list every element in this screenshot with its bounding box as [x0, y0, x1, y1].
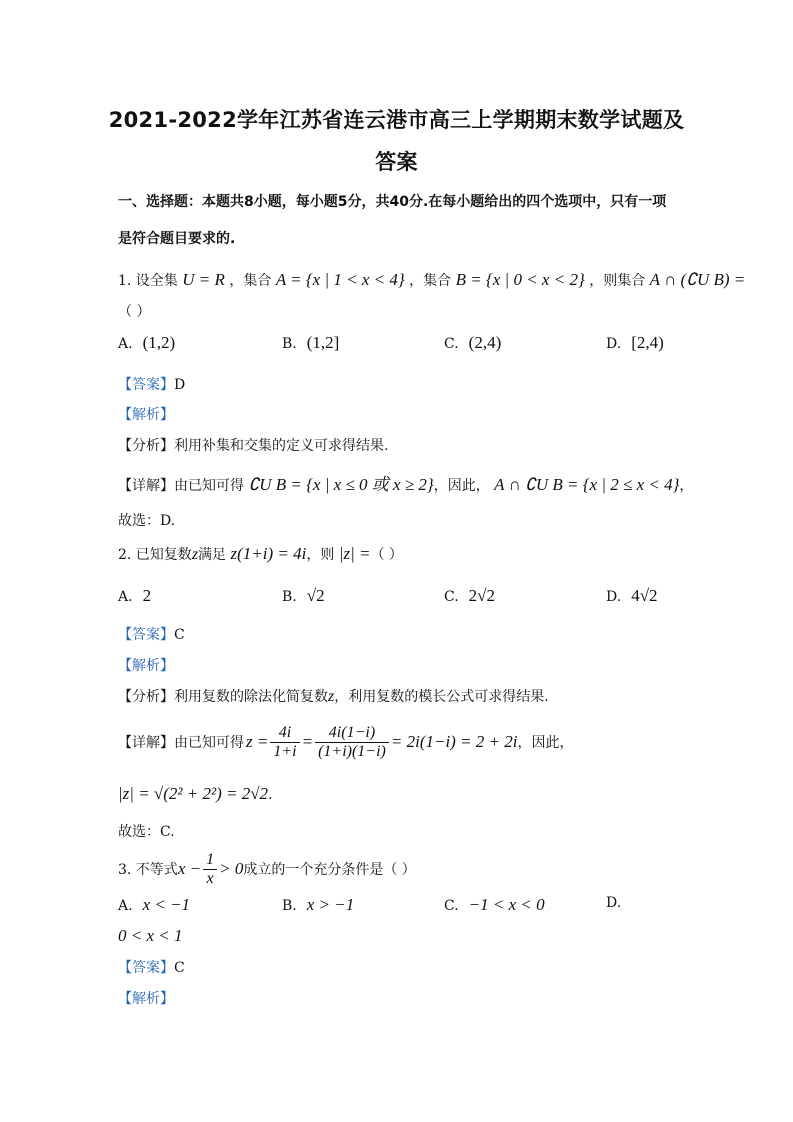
q3-stem-b: 成立的一个充分条件是（ ）	[243, 862, 416, 878]
option-letter: A.	[118, 589, 133, 605]
option-value: (1,2]	[306, 333, 340, 352]
q2-var-z: z	[191, 546, 199, 563]
option-value: √2	[306, 586, 325, 605]
q1-option-a	[118, 333, 175, 353]
fenxi-tag: 【分析】	[118, 438, 174, 454]
q3-answer	[118, 957, 185, 977]
answer-tag: 【答案】	[118, 960, 174, 976]
option-value: 2√2	[468, 586, 496, 605]
doc-title-line1: 2021-2022学年江苏省连云港市高三上学期期末数学试题及	[108, 108, 685, 132]
q2-paren: （ ）	[370, 547, 403, 563]
calc-rhs: = 2i(1−i) = 2 + 2i	[390, 732, 518, 751]
q2-answer	[118, 624, 185, 644]
q2-option-b	[282, 586, 325, 606]
q2-analysis-tag: 【解析】	[118, 658, 174, 674]
xiangjie-text: 由已知可得	[174, 735, 244, 751]
q2-equation: z(1+i) = 4i	[230, 544, 307, 563]
q3-option-d-value: 0 < x < 1	[118, 926, 183, 945]
answer-value: C	[174, 960, 185, 976]
q2-stem-b: 满足	[198, 547, 227, 563]
option-value: [2,4)	[631, 333, 664, 352]
q1-set-a: A = {x | 1 < x < 4}	[275, 270, 405, 289]
fraction-denominator: 1+i	[273, 742, 297, 760]
fenxi-var-z: z	[328, 688, 335, 705]
fraction-2	[315, 724, 389, 761]
q3-ineq-a: x −	[177, 859, 202, 878]
option-letter: D.	[606, 336, 622, 352]
q1-conclusion: 故选：D.	[118, 513, 176, 529]
q2-option-c	[444, 586, 495, 606]
fraction-numerator: 1	[203, 851, 217, 870]
q3-fraction	[203, 851, 217, 888]
q3-option-a	[118, 895, 190, 915]
q2-stem	[118, 544, 403, 564]
option-letter: A.	[118, 336, 133, 352]
q1-stem-c: ，集合	[409, 273, 452, 289]
option-value: (2,4)	[468, 333, 502, 352]
fenxi-text: 利用补集和交集的定义可求得结果.	[174, 438, 389, 454]
q3-analysis-tag: 【解析】	[118, 991, 174, 1007]
q1-stem	[118, 270, 745, 290]
fenxi-text: ，利用复数的模长公式可求得结果.	[334, 689, 549, 705]
q1-fenxi	[118, 435, 388, 455]
q1-answer	[118, 374, 185, 394]
calc-lhs: z =	[246, 732, 269, 751]
fraction-numerator: 4i	[270, 724, 299, 743]
section-heading-line1: 一、选择题：本题共8小题，每小题5分，共40分.在每小题给出的四个选项中，只有一项	[118, 194, 667, 210]
fenxi-tag: 【分析】	[118, 689, 174, 705]
fraction-numerator: 4i(1−i)	[315, 724, 389, 743]
xiangjie-text: 由已知可得	[174, 478, 244, 494]
q1-complement-set: ∁U B = {x | x ≤ 0 或 x ≥ 2}	[248, 475, 434, 494]
q1-stem-b: ，集合	[229, 273, 272, 289]
q1-xiangjie	[118, 470, 693, 495]
q2-option-d	[606, 586, 658, 606]
q1-stem-a: 1. 设全集	[118, 273, 178, 289]
option-letter: C.	[444, 589, 459, 605]
option-value: x > −1	[306, 895, 355, 914]
option-letter: B.	[282, 336, 297, 352]
option-letter: A.	[118, 898, 133, 914]
modulus-end: .	[268, 787, 273, 803]
q2-option-a	[118, 586, 151, 606]
answer-tag: 【答案】	[118, 627, 174, 643]
q1-set-u: U = R	[182, 270, 225, 289]
q1-option-b	[282, 333, 339, 353]
xiangjie-text: ，	[679, 478, 694, 494]
q3-option-b	[282, 895, 354, 915]
q3-option-c	[444, 895, 545, 915]
answer-value: C	[174, 627, 185, 643]
q2-xiangjie: 【详解】 由已知可得 z = $\frac{4i}{1+i}$ = $\frac{4i(1-i)}{(1+i)(1-i)}$ = 2i(1−i) = 2 + 2i ，因此，	[118, 723, 574, 760]
option-letter: B.	[282, 589, 297, 605]
q2-stem-a: 2. 已知复数	[118, 547, 192, 563]
q2-abs-z: |z| =	[338, 544, 371, 563]
doc-title-line2: 答案	[375, 150, 418, 174]
option-letter: D.	[606, 589, 622, 605]
option-value: 2	[142, 586, 152, 605]
xiangjie-text: ，因此，	[433, 478, 490, 494]
q1-target: A ∩ (∁U B) =	[649, 270, 746, 289]
q3-option-d	[606, 895, 621, 911]
option-value: (1,2)	[142, 333, 176, 352]
option-letter: D.	[606, 895, 622, 911]
fraction-denominator: x	[206, 869, 214, 887]
q1-option-c	[444, 333, 501, 353]
q2-conclusion: 故选：C.	[118, 824, 175, 840]
q1-set-b: B = {x | 0 < x < 2}	[455, 270, 585, 289]
q1-stem-d: ，则集合	[589, 273, 646, 289]
fenxi-text: 利用复数的除法化简复数	[174, 689, 328, 705]
option-letter: B.	[282, 898, 297, 914]
section-heading-line2: 是符合题目要求的.	[118, 231, 236, 247]
answer-value: D	[174, 377, 186, 393]
xiangjie-tag: 【详解】	[118, 735, 174, 751]
q1-result-set: A ∩ ∁U B = {x | 2 ≤ x < 4}	[494, 475, 680, 494]
answer-tag: 【答案】	[118, 377, 174, 393]
option-value: x < −1	[142, 895, 191, 914]
q2-modulus	[118, 784, 273, 804]
modulus-formula: |z| = √(2² + 2²) = 2√2	[118, 784, 269, 803]
option-value: −1 < x < 0	[468, 895, 545, 914]
q1-analysis-tag: 【解析】	[118, 407, 174, 423]
q3-stem-a: 3. 不等式	[118, 862, 178, 878]
option-value: 4√2	[631, 586, 658, 605]
q1-paren: （ ）	[118, 304, 151, 320]
xiangjie-tag: 【详解】	[118, 478, 174, 494]
q3-stem	[118, 848, 416, 890]
fraction-denominator: (1+i)(1−i)	[318, 742, 386, 760]
fraction-1	[270, 724, 299, 761]
xiangjie-text: ，因此，	[517, 735, 574, 751]
q2-fenxi	[118, 686, 549, 706]
option-letter: C.	[444, 336, 459, 352]
q3-ineq-b: > 0	[219, 859, 244, 878]
option-letter: C.	[444, 898, 459, 914]
q2-stem-c: ，则	[306, 547, 335, 563]
q1-option-d	[606, 333, 664, 353]
